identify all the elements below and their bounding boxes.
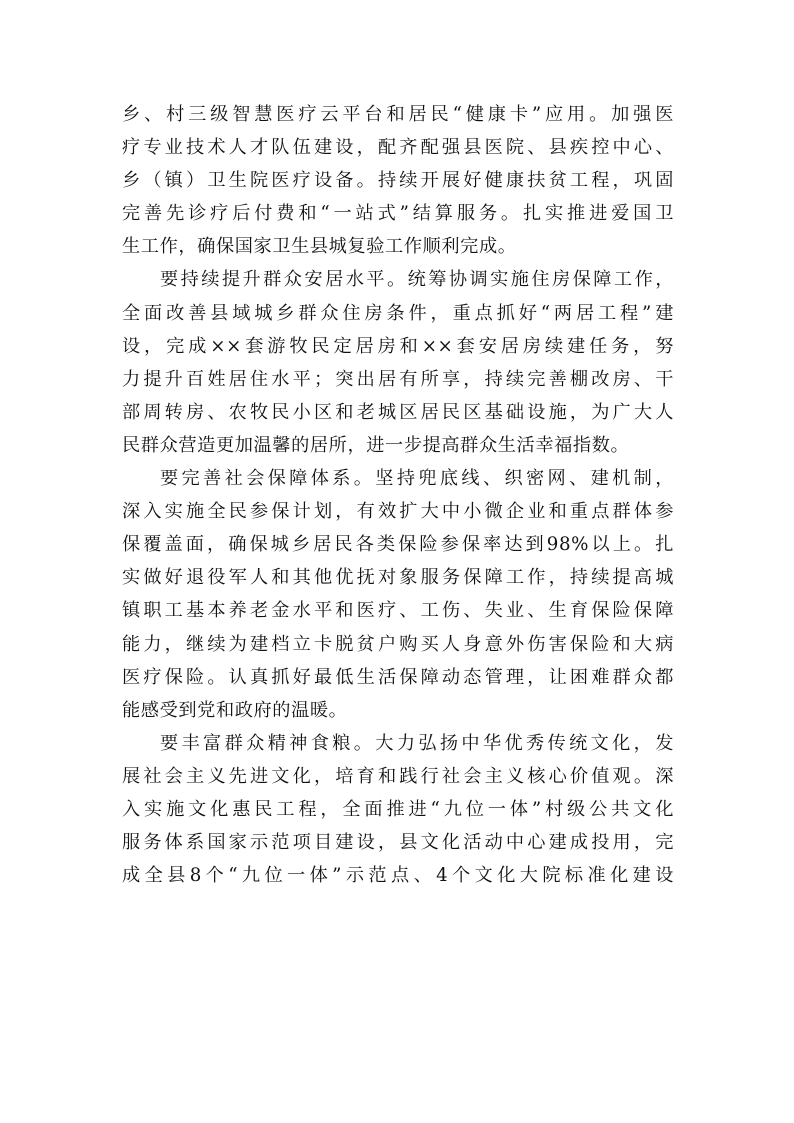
- text-line: 生工作，确保国家卫生县城复验工作顺利完成。: [122, 236, 517, 258]
- text-line: 乡（镇）卫生院医疗设备。持续开展好健康扶贫工程，巩固: [122, 170, 674, 192]
- text-line: 部周转房、农牧民小区和老城区居民区基础设施，为广大人: [122, 401, 674, 423]
- text-line: 深入实施全民参保计划，有效扩大中小微企业和重点群体参: [122, 501, 674, 523]
- text-line: 能力，继续为建档立卡脱贫户购买人身意外伤害保险和大病: [122, 633, 674, 655]
- text-line: 镇职工基本养老金水平和医疗、工伤、失业、生育保险保障: [122, 600, 674, 622]
- text-line: 力提升百姓居住水平；突出居有所享，持续完善棚改房、干: [122, 368, 674, 390]
- text-line: 能感受到党和政府的温暖。: [122, 699, 348, 721]
- paragraph-first-line: 要完善社会保障体系。坚持兜底线、织密网、建机制，: [160, 468, 674, 490]
- text-line: 全面改善县域城乡群众住房条件，重点抓好“两居工程”建: [122, 302, 674, 324]
- text-line: 入实施文化惠民工程，全面推进“九位一体”村级公共文化: [122, 798, 674, 820]
- text-line: 实做好退役军人和其他优抚对象服务保障工作，持续提高城: [122, 567, 674, 589]
- text-line: 保覆盖面，确保城乡居民各类保险参保率达到98%以上。扎: [122, 534, 674, 556]
- text-line: 乡、村三级智慧医疗云平台和居民“健康卡”应用。加强医: [122, 104, 674, 125]
- text-line: 成全县8个“九位一体”示范点、4个文化大院标准化建设: [122, 865, 674, 887]
- paragraph-first-line: 要丰富群众精神食粮。大力弘扬中华优秀传统文化，发: [160, 732, 674, 754]
- text-line: 民群众营造更加温馨的居所，进一步提高群众生活幸福指数。: [122, 434, 630, 456]
- paragraph-first-line: 要持续提升群众安居水平。统筹协调实施住房保障工作，: [160, 269, 674, 291]
- text-line: 医疗保险。认真抓好最低生活保障动态管理，让困难群众都: [122, 666, 674, 688]
- text-line: 服务体系国家示范项目建设，县文化活动中心建成投用，完: [122, 832, 674, 854]
- text-line: 完善先诊疗后付费和“一站式”结算服务。扎实推进爱国卫: [122, 203, 674, 225]
- text-line: 展社会主义先进文化，培育和践行社会主义核心价值观。深: [122, 765, 674, 787]
- document-body: [122, 98, 674, 892]
- text-line: 疗专业技术人才队伍建设，配齐配强县医院、县疾控中心、: [122, 137, 674, 159]
- text-line: 设，完成××套游牧民定居房和××套安居房续建任务，努: [122, 335, 674, 357]
